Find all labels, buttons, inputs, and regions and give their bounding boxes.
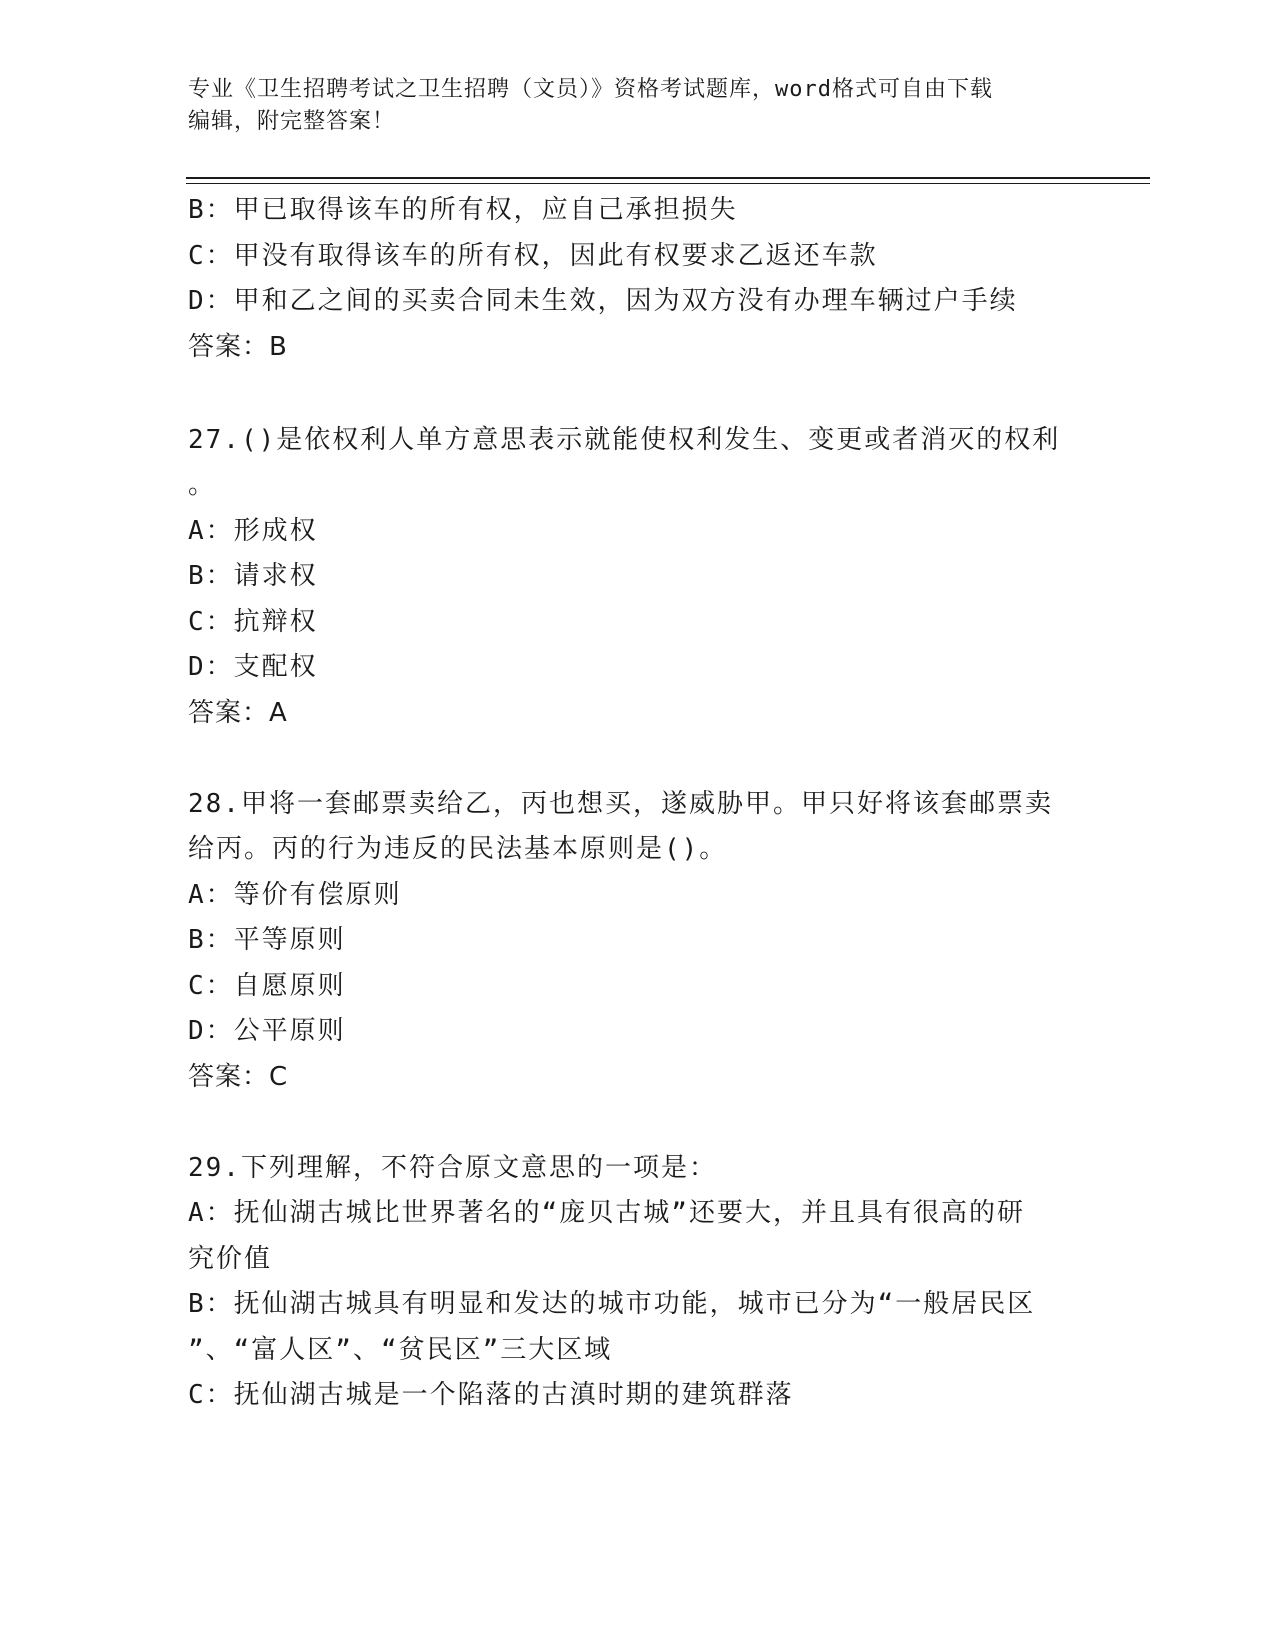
- option-a-continued: 究价值: [188, 1243, 273, 1274]
- answer-line: 答案：A: [188, 697, 288, 728]
- option-a: A：形成权: [188, 515, 318, 546]
- header-line-2: 编辑，附完整答案！: [188, 109, 396, 134]
- question-29: [188, 1146, 1078, 1419]
- spacer: [188, 736, 1078, 782]
- question-27: [188, 418, 1078, 737]
- header-rule-thick: [186, 177, 1150, 179]
- answer-line: 答案：B: [188, 331, 288, 362]
- option-b: B：甲已取得该车的所有权，应自己承担损失: [188, 195, 738, 225]
- question-stem: 28.甲将一套邮票卖给乙，丙也想买，遂威胁甲。甲只好将该套邮票卖: [188, 788, 1053, 819]
- question-stem: 27.()是依权利人单方意思表示就能使权利发生、变更或者消灭的权利: [188, 424, 1061, 455]
- question-stem-continued: 。: [188, 470, 217, 500]
- question-28: [188, 782, 1078, 1101]
- spacer: [188, 370, 1078, 416]
- document-header: [188, 74, 1068, 138]
- header-line-1: 专业《卫生招聘考试之卫生招聘（文员）》资格考试题库，word格式可自由下载: [188, 77, 993, 102]
- option-b: B：平等原则: [188, 925, 346, 955]
- option-c: C：抗辩权: [188, 606, 318, 637]
- option-d: D：支配权: [188, 652, 318, 682]
- question-26-tail: [188, 188, 1078, 370]
- option-c: C：甲没有取得该车的所有权，因此有权要求乙返还车款: [188, 240, 878, 271]
- option-b: B：抚仙湖古城具有明显和发达的城市功能，城市已分为“一般居民区: [188, 1289, 1036, 1319]
- option-b: B：请求权: [188, 561, 318, 591]
- header-rule-thin: [186, 183, 1150, 184]
- option-a: A：等价有偿原则: [188, 879, 402, 910]
- question-stem: 29.下列理解，不符合原文意思的一项是：: [188, 1152, 717, 1183]
- option-c: C：自愿原则: [188, 970, 346, 1001]
- option-c: C：抚仙湖古城是一个陷落的古滇时期的建筑群落: [188, 1380, 794, 1410]
- option-b-continued: ”、“富人区”、“贫民区”三大区域: [188, 1334, 613, 1365]
- question-list: [188, 188, 1078, 1419]
- option-a: A：抚仙湖古城比世界著名的“庞贝古城”还要大，并且具有很高的研: [188, 1198, 1025, 1228]
- question-stem-continued: 给丙。丙的行为违反的民法基本原则是()。: [188, 834, 728, 864]
- spacer: [188, 1100, 1078, 1146]
- answer-line: 答案：C: [188, 1061, 289, 1092]
- option-d: D：甲和乙之间的买卖合同未生效，因为双方没有办理车辆过户手续: [188, 286, 1018, 316]
- option-d: D：公平原则: [188, 1016, 346, 1046]
